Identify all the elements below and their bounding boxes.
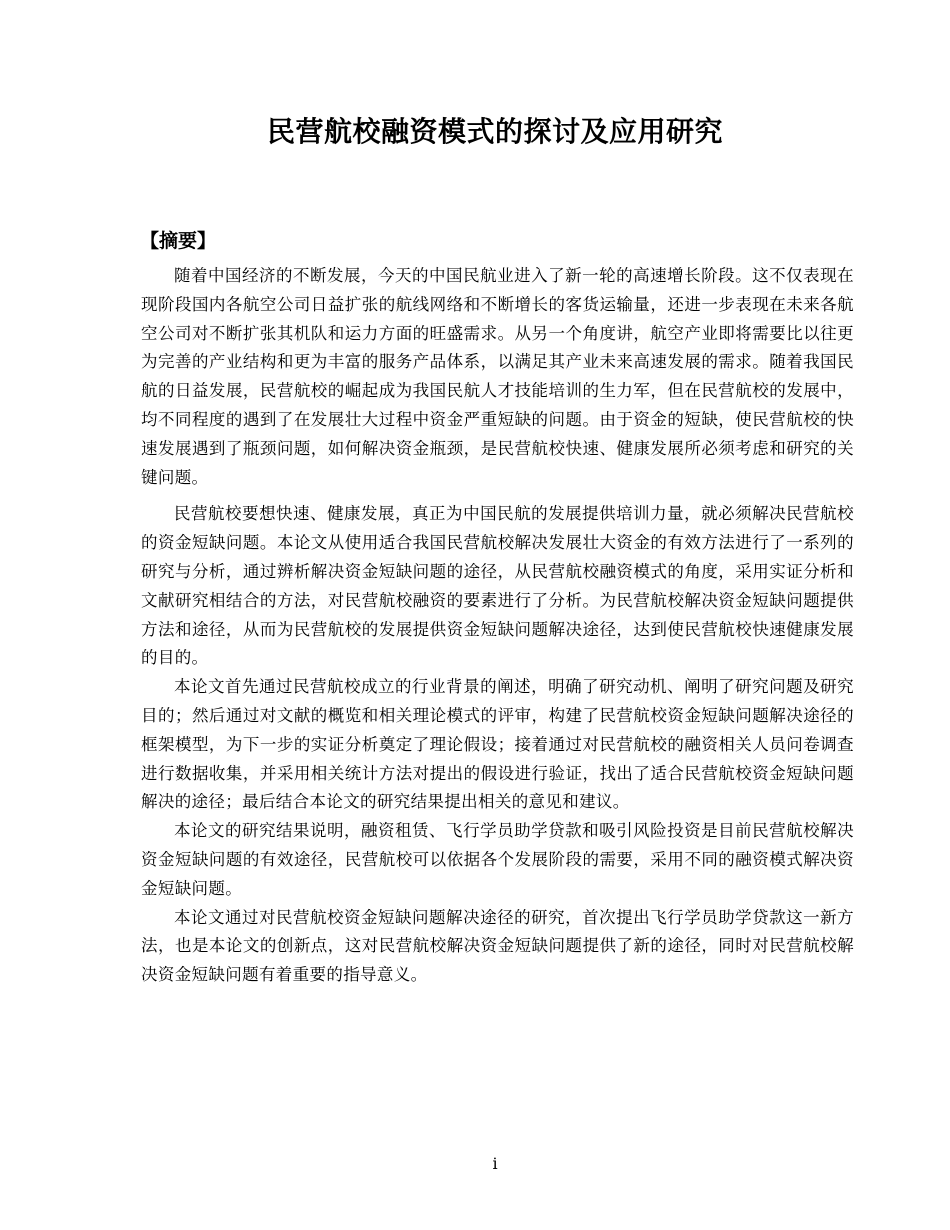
abstract-paragraph-4: 本论文的研究结果说明，融资租赁、飞行学员助学贷款和吸引风险投资是目前民营航校解决资金短缺问题的有效途径，民营航校可以依据各个发展阶段的需要，采用不同的融资模式解决资金短缺问题。 [141, 821, 854, 898]
abstract-paragraph-5: 本论文通过对民营航校资金短缺问题解决途径的研究，首次提出飞行学员助学贷款这一新方法，也是本论文的创新点，这对民营航校解决资金短缺问题提供了新的途径，同时对民营航校解决资金短缺问题有着重要的指导意义。 [141, 907, 854, 985]
abstract-body [141, 262, 854, 990]
document-title: 民营航校融资模式的探讨及应用研究 [266, 115, 723, 148]
abstract-paragraph-3: 本论文首先通过民营航校成立的行业背景的阐述，明确了研究动机、阐明了研究问题及研究目的；然后通过对文献的概览和相关理论模式的评审，构建了民营航校资金短缺问题解决途径的框架模型，为下一步的实证分析奠定了理论假设；接着通过对民营航校的融资相关人员问卷调查进行数据收集，并采用相关统计方法对提出的假设进行验证，找出了适合民营航校资金短缺问题解决的途径；最后结合本论文的研究结果提出相关的意见和建议。 [141, 677, 854, 812]
abstract-paragraph-1: 随着中国经济的不断发展，今天的中国民航业进入了新一轮的高速增长阶段。这不仅表现在现阶段国内各航空公司日益扩张的航线网络和不断增长的客货运输量，还进一步表现在未来各航空公司对不断扩张其机队和运力方面的旺盛需求。从另一个角度讲，航空产业即将需要比以往更为完善的产业结构和更为丰富的服务产品体系，以满足其产业未来高速发展的需求。随着我国民航的日益发展，民营航校的崛起成为我国民航人才技能培训的生力军，但在民营航校的发展中，均不同程度的遇到了在发展壮大过程中资金严重短缺的问题。由于资金的短缺，使民营航校的快速发展遇到了瓶颈问题，如何解决资金瓶颈，是民营航校快速、健康发展所必须考虑和研究的关键问题。 [141, 266, 854, 487]
page-number: i [492, 1154, 498, 1173]
abstract-heading: 【摘要】 [140, 230, 217, 252]
abstract-paragraph-2: 民营航校要想快速、健康发展，真正为中国民航的发展提供培训力量，就必须解决民营航校的资金短缺问题。本论文从使用适合我国民营航校解决发展壮大资金的有效方法进行了一系列的研究与分析，通过辨析解决资金短缺问题的途径，从民营航校融资模式的角度，采用实证分析和文献研究相结合的方法，对民营航校融资的要素进行了分析。为民营航校解决资金短缺问题提供方法和途径，从而为民营航校的发展提供资金短缺问题解决途径，达到使民营航校快速健康发展的目的。 [141, 504, 854, 668]
